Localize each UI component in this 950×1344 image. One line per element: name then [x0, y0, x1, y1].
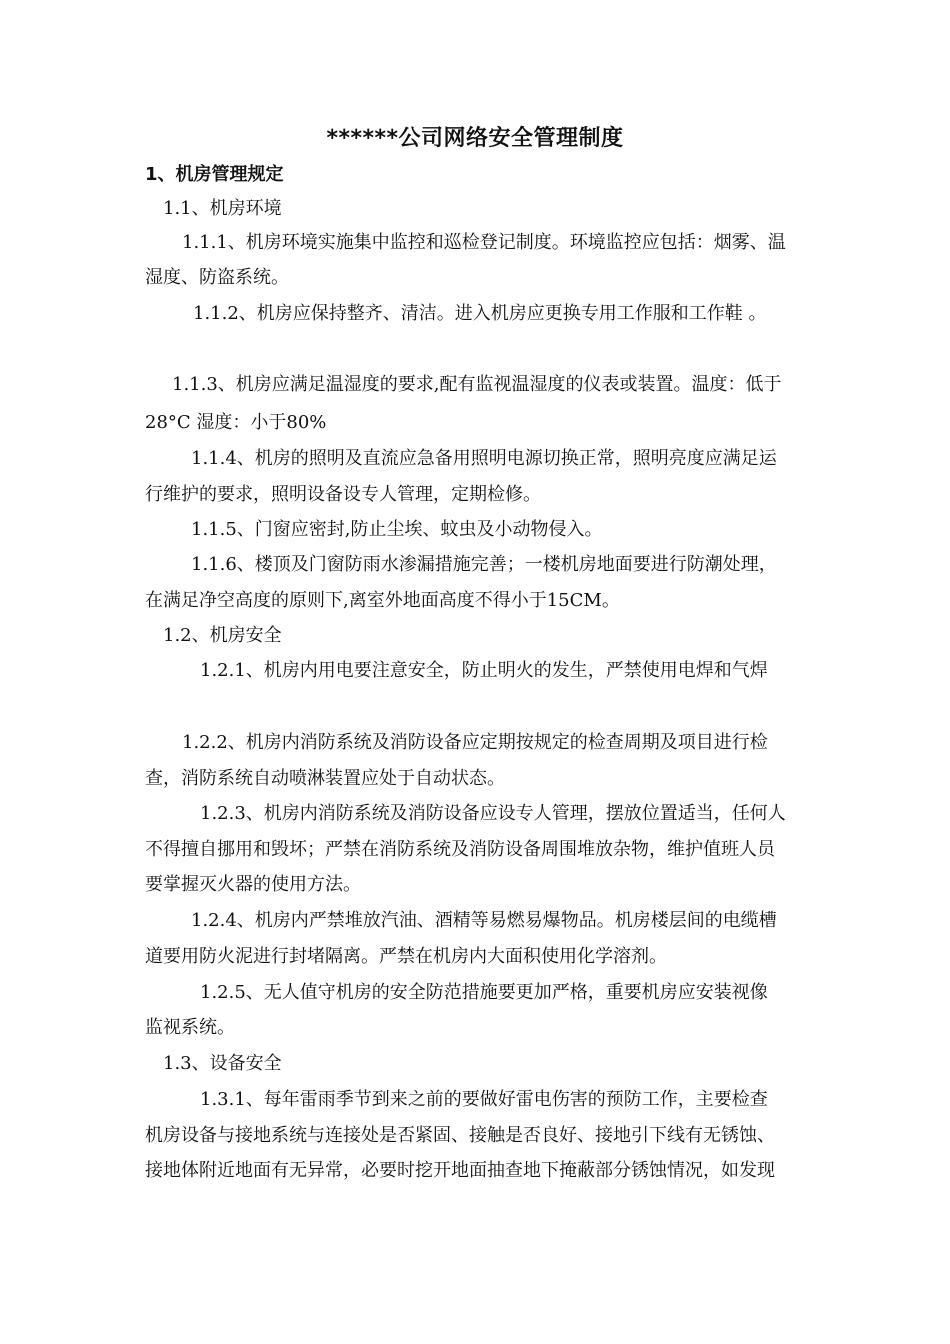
section-heading: 1、机房管理规定 — [145, 164, 284, 185]
document-title: ******公司网络安全管理制度 — [326, 126, 624, 151]
paragraph-line: 在满足净空高度的原则下,离室外地面高度不得小于15CM。 — [145, 590, 620, 611]
paragraph-line: 1.1.1、机房环境实施集中监控和巡检登记制度。环境监控应包括：烟雾、温 — [182, 232, 786, 253]
paragraph-line: 1.1.2、机房应保持整齐、清洁。进入机房应更换专用工作服和工作鞋 。 — [193, 303, 767, 324]
paragraph-line: 监视系统。 — [145, 1017, 235, 1038]
paragraph-line: 行维护的要求，照明设备设专人管理，定期检修。 — [145, 484, 541, 505]
paragraph-line: 湿度、防盗系统。 — [145, 267, 289, 288]
paragraph-line: 1.2.4、机房内严禁堆放汽油、酒精等易燃易爆物品。机房楼层间的电缆槽 — [191, 910, 777, 931]
paragraph-line: 道要用防火泥进行封堵隔离。严禁在机房内大面积使用化学溶剂。 — [145, 946, 667, 967]
paragraph-line: 1.2.5、无人值守机房的安全防范措施要更加严格，重要机房应安装视像 — [200, 982, 768, 1003]
paragraph-line: 1.1.3、机房应满足温湿度的要求,配有监视温湿度的仪表或装置。温度：低于 — [172, 374, 782, 395]
paragraph-line: 1.3.1、每年雷雨季节到来之前的要做好雷电伤害的预防工作，主要检查 — [200, 1089, 768, 1110]
paragraph-line: 要掌握灭火器的使用方法。 — [145, 874, 361, 895]
paragraph-line: 1.1.4、机房的照明及直流应急备用照明电源切换正常，照明亮度应满足运 — [191, 448, 777, 469]
subsection-heading: 1.3、设备安全 — [163, 1053, 282, 1074]
paragraph-line: 1.1.6、楼顶及门窗防雨水渗漏措施完善；一楼机房地面要进行防潮处理， — [191, 554, 777, 575]
paragraph-line: 1.2.1、机房内用电要注意安全，防止明火的发生，严禁使用电焊和气焊 — [200, 660, 768, 681]
paragraph-line: 不得擅自挪用和毁坏；严禁在消防系统及消防设备周围堆放杂物，维护值班人员 — [145, 839, 775, 860]
paragraph-line: 28°C 湿度：小于80% — [145, 412, 327, 433]
paragraph-line: 接地体附近地面有无异常，必要时挖开地面抽查地下掩蔽部分锈蚀情况，如发现 — [145, 1160, 775, 1181]
paragraph-line: 1.2.2、机房内消防系统及消防设备应定期按规定的检查周期及项目进行检 — [182, 732, 768, 753]
paragraph-line: 1.1.5、门窗应密封,防止尘埃、蚊虫及小动物侵入。 — [191, 519, 603, 540]
subsection-heading: 1.1、机房环境 — [163, 198, 282, 219]
paragraph-line: 机房设备与接地系统与连接处是否紧固、接触是否良好、接地引下线有无锈蚀、 — [145, 1125, 775, 1146]
paragraph-line: 1.2.3、机房内消防系统及消防设备应设专人管理，摆放位置适当，任何人 — [200, 803, 786, 824]
subsection-heading: 1.2、机房安全 — [163, 625, 282, 646]
paragraph-line: 查，消防系统自动喷淋装置应处于自动状态。 — [145, 768, 505, 789]
